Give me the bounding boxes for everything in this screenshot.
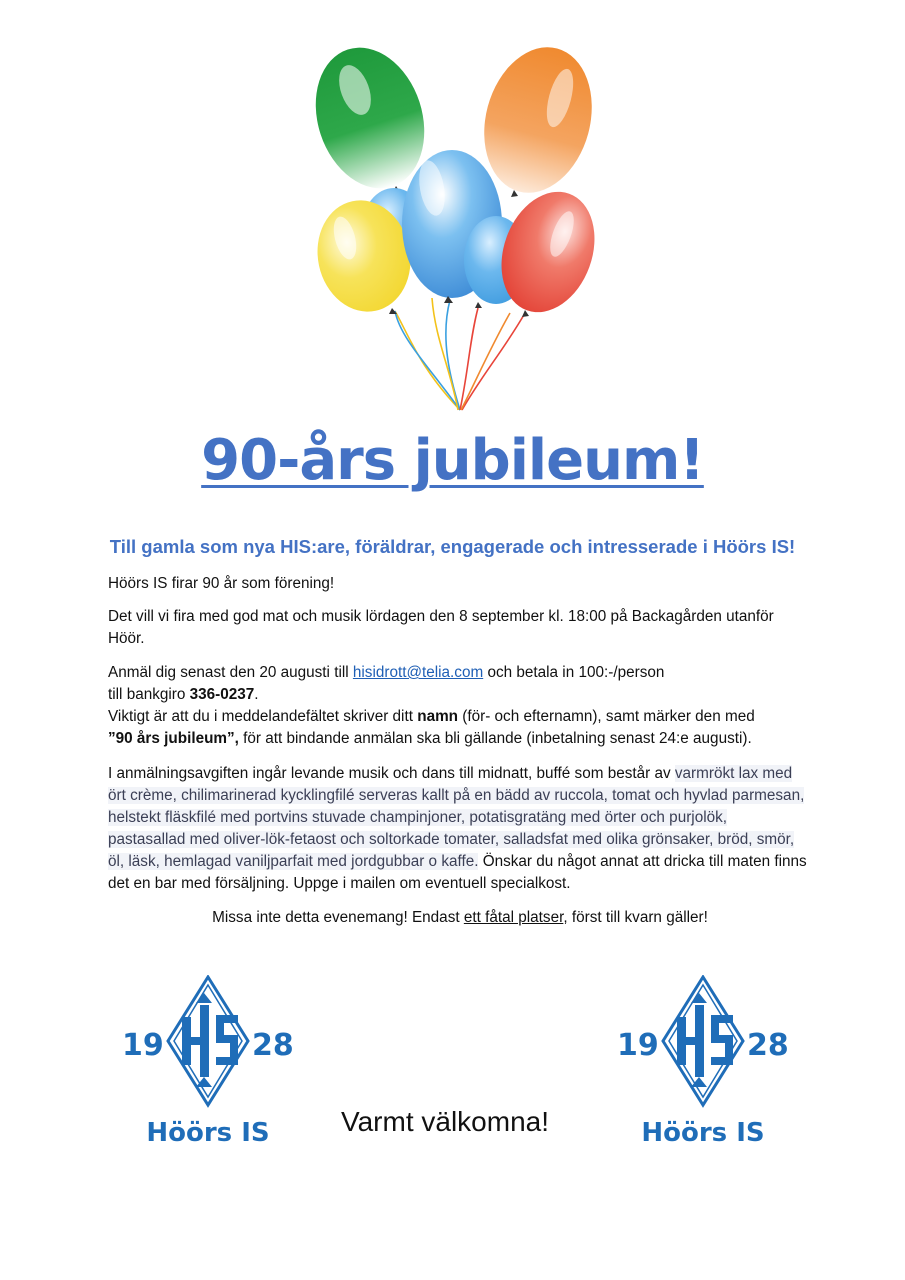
registration-text: och betala in 100:-/person (483, 664, 665, 681)
logo-club-name: Höörs IS (641, 1118, 765, 1148)
registration-text: för att bindande anmälan ska bli gällande (inbetalning senast 24:e augusti). (238, 730, 752, 747)
intro-paragraph: Höörs IS firar 90 år som förening! (108, 575, 335, 592)
registration-text: Viktigt är att du i meddelandefältet skriver ditt (108, 708, 418, 725)
email-link[interactable]: hisidrott@telia.com (352, 664, 484, 681)
jubileum-emphasis: ”90 års jubileum”, (108, 730, 239, 747)
registration-paragraph (108, 662, 808, 750)
menu-outro: Önskar du något annat att dricka till maten finns det en bar med försäljning. Uppge i mailen om eventuell specialkost. (108, 853, 807, 892)
club-logo (120, 975, 300, 1150)
closing-underlined: ett fåtal platser (463, 909, 564, 926)
registration-text: . (254, 686, 259, 703)
welcome-text: Varmt välkomna! (341, 1106, 549, 1137)
bankgiro-number: 336-0237 (189, 686, 255, 703)
red-balloon (485, 179, 610, 326)
menu-items: varmrökt lax med ört crème, chilimarinerad kycklingfilé serveras kallt på en bädd av ruccola, tomat och hyvlad parmesan, helstekt fläskfilé med portvins stuvade champinjoner, potatisgratäng med örter och purjolök, pastasallad med oliver-lök-fetaost och soltorkade tomater, salladsfat med olika grönsaker, bröd, smör, öl, läsk, hemlagad vaniljparfait med jordgubbar o kaffe. (108, 765, 805, 870)
event-paragraph: Det vill vi fira med god mat och musik lördagen den 8 september kl. 18:00 på Backagården utanför Höör. (108, 608, 774, 647)
balloons-illustration (300, 38, 610, 416)
registration-text: (för- och efternamn), samt märker den med (458, 708, 755, 725)
subtitle: Till gamla som nya HIS:are, föräldrar, engagerade och intresserade i Höörs IS! (109, 536, 796, 557)
page-title: 90-års jubileum! (201, 428, 704, 493)
logo-year-right: 28 (747, 1028, 789, 1063)
logo-year-left: 19 (122, 1028, 164, 1063)
registration-text: Anmäl dig senast den 20 augusti till (108, 664, 353, 681)
logo-year-right: 28 (252, 1028, 294, 1063)
closing-paragraph (60, 907, 860, 929)
logo-club-name: Höörs IS (146, 1118, 270, 1148)
menu-paragraph (108, 763, 808, 895)
club-logo (615, 975, 795, 1150)
menu-intro: I anmälningsavgiften ingår levande musik och dans till midnatt, buffé som består av (108, 765, 675, 782)
name-emphasis: namn (417, 708, 459, 725)
registration-text: till bankgiro (108, 686, 190, 703)
logo-year-left: 19 (617, 1028, 659, 1063)
closing-text: , först till kvarn gäller! (563, 909, 708, 926)
closing-text: Missa inte detta evenemang! Endast (212, 909, 464, 926)
